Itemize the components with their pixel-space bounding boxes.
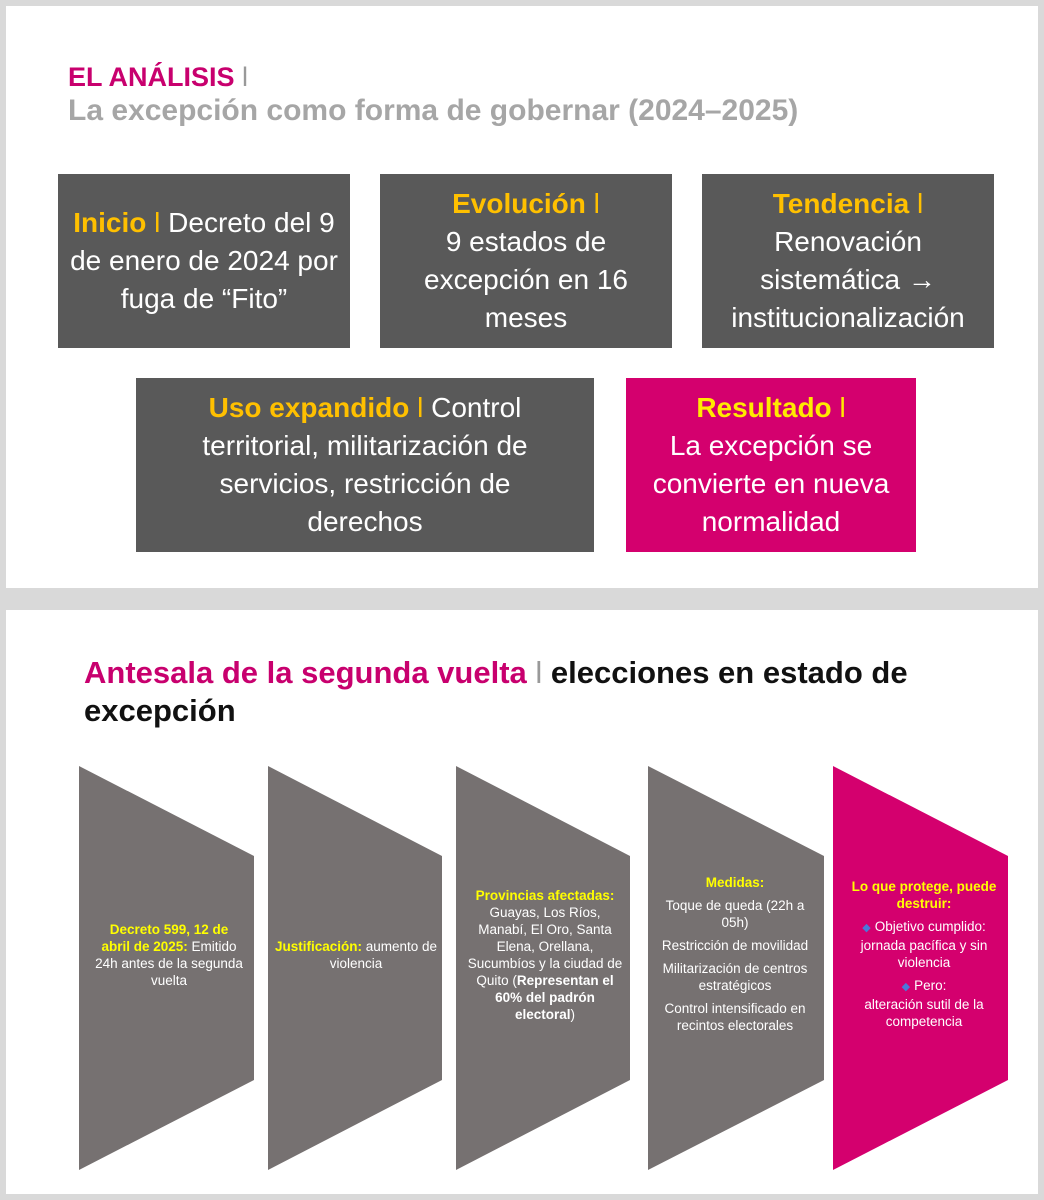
step-justificacion-highlight: Justificación: [274, 939, 362, 954]
step-justificacion [272, 930, 440, 980]
box-tendencia-keyword: Tendencia l [772, 188, 924, 219]
runoff-title-separator: l [535, 655, 543, 690]
step-provincias-text: Guayas, Los Ríos, Manabí, El Oro, Santa Elena, Orellana, Sucumbíos y la ciudad de Quito ( [467, 905, 623, 988]
medida-item: Restricción de movilidad [661, 938, 809, 953]
box-uso-text: Control territorial, militarización de servicios, restricción de derechos [202, 392, 528, 537]
runoff-panel [6, 610, 1038, 1194]
step-provincias-bold: Representan el 60% del padrón electoral [495, 973, 614, 1022]
box-resultado-keyword: Resultado l [696, 392, 846, 423]
step-provincias-close: ) [570, 1007, 576, 1022]
box-resultado-text: La excepción se convierte en nueva normalidad [652, 430, 890, 537]
medida-item: Control intensificado en recintos electorales [664, 1001, 806, 1033]
step-medidas [652, 852, 818, 1062]
step-protege-highlight: Lo que protege, puede destruir: [851, 879, 997, 911]
diamond-bullet-icon: ◆ [862, 922, 871, 934]
box-tendencia [702, 174, 994, 348]
step-provincias [464, 870, 626, 1040]
analysis-panel [6, 6, 1038, 588]
step-justificacion-text: aumento de violencia [329, 939, 438, 971]
box-tendencia-text: Renovación sistemática → institucionalización [731, 226, 965, 333]
diamond-bullet-icon: ◆ [901, 981, 911, 993]
box-uso-expandido [136, 378, 594, 552]
protege-bullet-1 [844, 918, 1004, 971]
step-provincias-highlight: Provincias afectadas: [475, 888, 615, 903]
section-label-text: EL ANÁLISIS [68, 62, 235, 92]
section-label [68, 62, 248, 93]
box-uso-keyword: Uso expandido l [208, 392, 424, 423]
runoff-title-highlight: Antesala de la segunda vuelta [84, 655, 527, 690]
medida-item: Toque de queda (22h a 05h) [665, 898, 805, 930]
step-decreto-text: Emitido 24h antes de la segunda vuelta [95, 939, 243, 988]
section-title: La excepción como forma de gobernar (2024–2025) [68, 94, 799, 127]
step-medidas-highlight: Medidas: [705, 875, 765, 890]
step-protege [844, 836, 1004, 1078]
section-separator: l [242, 62, 249, 92]
box-evolucion-text: 9 estados de excepción en 16 meses [424, 226, 628, 333]
medida-item: Militarización de centros estratégicos [662, 961, 808, 993]
box-inicio-keyword: Inicio l [73, 207, 161, 238]
protege-bullet-2-text: alteración sutil de la competencia [864, 997, 984, 1029]
box-evolucion [380, 174, 672, 348]
box-inicio [58, 174, 350, 348]
protege-bullet-2 [844, 977, 1004, 996]
runoff-title-rest: elecciones en estado de excepción [84, 655, 908, 728]
protege-bullet-1-text: Objetivo cumplido: jornada pacífica y sin violencia [860, 919, 988, 970]
box-evolucion-keyword: Evolución l [452, 188, 600, 219]
step-decreto-highlight: Decreto 599, 12 de abril de 2025: [101, 922, 229, 954]
step-decreto [94, 910, 244, 1000]
protege-bullet-2-label: Pero: [914, 978, 947, 993]
box-resultado [626, 378, 916, 552]
box-inicio-text: Decreto del 9 de enero de 2024 por fuga de “Fito” [70, 207, 338, 314]
